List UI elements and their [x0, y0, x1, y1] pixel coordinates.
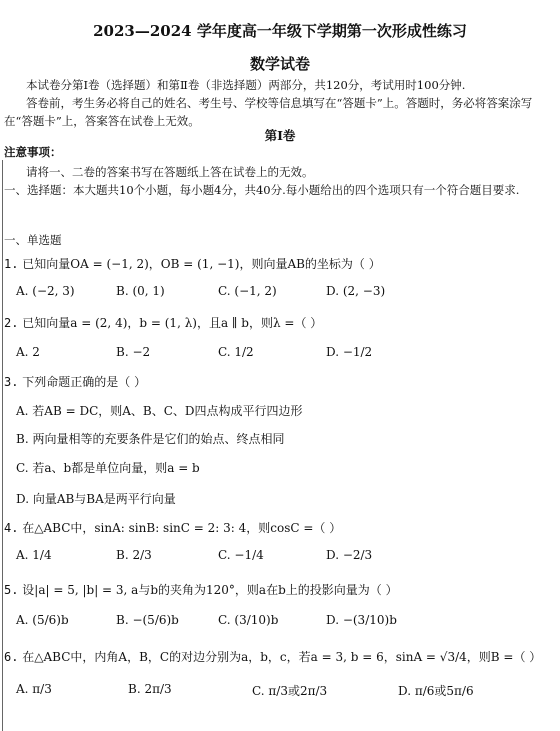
- margin-rule: [2, 160, 3, 731]
- option-3-d: D. 向量AB与BA是两平行向量: [16, 492, 176, 506]
- option-5-d: D. −(3/10)b: [326, 613, 397, 627]
- section-instruction: 一、选择题：本大题共10个小题，每小题4分，共40分.每小题给出的四个选项只有一个符合题目要求.: [4, 183, 520, 197]
- question-number: 1.: [4, 257, 19, 271]
- option-2-b: B. −2: [116, 345, 151, 359]
- option-3-c: C. 若a、b都是单位向量，则a = b: [16, 461, 200, 475]
- question-number: 5.: [4, 583, 19, 597]
- question-5: [4, 581, 398, 598]
- intro-line-1: 本试卷分第Ⅰ卷（选择题）和第Ⅱ卷（非选择题）两部分，共120分，考试用时100分钟.: [26, 78, 466, 92]
- option-6-c: C. π/3或2π/3: [252, 684, 328, 698]
- option-4-a: A. 1/4: [16, 548, 52, 562]
- exam-subtitle: 数学试卷: [249, 55, 310, 73]
- option-4-b: B. 2/3: [116, 548, 152, 562]
- part-title: 第Ⅰ卷: [264, 128, 296, 143]
- option-4-d: D. −2/3: [326, 548, 373, 562]
- option-2-d: D. −1/2: [326, 345, 373, 359]
- question-stem: 在△ABC中，sinA: sinB: sinC = 2: 3: 4，则cosC =（ ）: [22, 521, 342, 535]
- option-5-c: C. (3/10)b: [218, 613, 279, 627]
- exam-title: 2023—2024 学年度高一年级下学期第一次形成性练习: [93, 22, 467, 40]
- question-stem: 已知向量OA = (−1, 2)，OB = (1, −1)，则向量AB的坐标为（ ）: [22, 257, 381, 271]
- option-4-c: C. −1/4: [218, 548, 264, 562]
- question-stem: 下列命题正确的是（ ）: [22, 375, 147, 389]
- question-stem: 已知向量a = (2, 4)，b = (1, λ)，且a ∥ b，则λ =（ ）: [22, 316, 323, 330]
- question-number: 4.: [4, 521, 19, 535]
- question-3: [4, 373, 146, 390]
- option-1-c: C. (−1, 2): [218, 284, 277, 298]
- option-3-b: B. 两向量相等的充要条件是它们的始点、终点相同: [16, 432, 285, 446]
- intro-line-2: 答卷前，考生务必将自己的姓名、考生号、学校等信息填写在“答题卡”上。答题时，务必将答案涂写在“答题卡”上，答案答在试卷上无效。: [4, 96, 533, 128]
- section-subheading: 一、单选题: [4, 233, 62, 247]
- question-1: [4, 255, 381, 272]
- question-6: [4, 648, 541, 665]
- option-3-a: A. 若AB = DC，则A、B、C、D四点构成平行四边形: [16, 404, 303, 418]
- question-number: 2.: [4, 316, 19, 330]
- question-number: 6.: [4, 650, 19, 664]
- question-2: [4, 314, 322, 331]
- question-stem: 设|a| = 5, |b| = 3, a与b的夹角为120°，则a在b上的投影向量为（ ）: [22, 583, 398, 597]
- option-2-a: A. 2: [16, 345, 40, 359]
- notes-text: 请将一、二卷的答案书写在答题纸上答在试卷上的无效。: [26, 165, 314, 179]
- option-6-b: B. 2π/3: [128, 682, 172, 696]
- option-5-b: B. −(5/6)b: [116, 613, 179, 627]
- option-2-c: C. 1/2: [218, 345, 254, 359]
- question-stem: 在△ABC中，内角A，B，C的对边分别为a，b，c，若a = 3, b = 6，sinA = √3/4，则B =（ ）: [22, 650, 542, 664]
- option-6-d: D. π/6或5π/6: [398, 684, 474, 698]
- option-6-a: A. π/3: [16, 682, 52, 696]
- option-1-a: A. (−2, 3): [16, 284, 75, 298]
- option-1-b: B. (0, 1): [116, 284, 165, 298]
- notes-label: 注意事项：: [4, 145, 62, 159]
- question-4: [4, 519, 341, 536]
- question-number: 3.: [4, 375, 19, 389]
- option-5-a: A. (5/6)b: [16, 613, 69, 627]
- option-1-d: D. (2, −3): [326, 284, 386, 298]
